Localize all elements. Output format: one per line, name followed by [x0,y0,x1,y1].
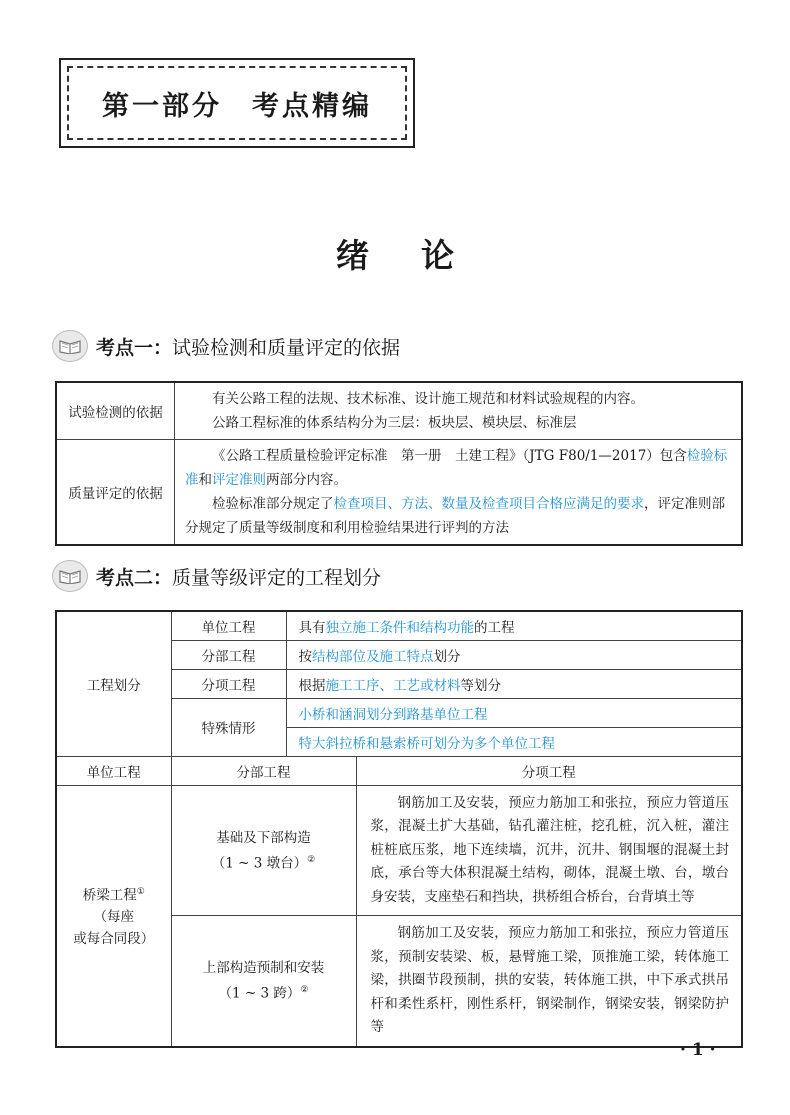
key-point-2-heading [52,560,381,592]
bridge-sub-line: 或每合同段） [73,931,155,948]
division-range: （1 ~ 3 墩台） [211,855,308,871]
paragraph: 有关公路工程的法规、技术标准、设计施工规范和材料试验规程的内容。 [212,391,644,407]
part-title-a: 第一部分 [102,90,222,122]
paragraph [185,444,731,492]
highlight-text: 评定准则 [212,472,266,488]
item-list-text: 钢筋加工及安装，预应力筋加工和张拉，预应力管道压浆，预制安装梁、板，悬臂施工梁，顶推施工梁，转体施工梁，拱圈节段预制，拱的安装，转体施工拱，中下承式拱吊杆和柔性系杆，刚性系杆，钢梁制作，钢梁安装，钢梁防护等 [370,925,729,1035]
division-name: 分项工程 [171,669,286,698]
division-name: 单位工程 [171,611,286,640]
division-range: （1 ~ 3 跨） [218,985,301,1002]
special-case-line: 特大斜拉桥和悬索桥可划分为多个单位工程 [286,727,742,756]
row-content [175,382,743,440]
text-span: 等划分 [460,677,501,694]
division-range-line [173,849,355,875]
part-title-b: 考点精编 [252,90,372,122]
book-icon [52,560,88,592]
highlight-text: 施工工序、工艺或材料 [325,677,461,694]
key-point-2-label: 考点二： [96,566,173,589]
text-span: 两部分内容。 [266,472,347,488]
table-header-row [56,756,742,785]
key-point-2-text: 质量等级评定的工程划分 [172,566,382,589]
book-icon [52,330,88,362]
special-case-line: 小桥和涵洞划分到路基单位工程 [286,698,742,727]
bridge-name: 桥梁工程 [82,887,137,904]
division-cell-name: 基础及下部构造 [216,829,311,846]
row-content [175,440,743,546]
highlight-text: 结构部位及施工特点 [312,648,434,665]
text-span: 《公路工程质量检验评定标准 第一册 土建工程》（JTG F80/1—2017）包含 [212,448,687,464]
bridge-sub-line: （每座 [93,909,134,926]
footnote-mark: ② [300,985,309,995]
column-header: 单位工程 [56,756,171,785]
paragraph [185,492,731,540]
text-span: 和 [198,472,212,488]
item-list-cell [356,785,742,916]
division-range-line [173,979,355,1005]
bridge-name-line [58,881,170,907]
item-list-cell [356,916,742,1047]
group-label: 工程划分 [56,611,171,756]
text-span: 划分 [433,648,461,665]
basis-table [55,381,743,546]
table-row [56,611,742,640]
highlight-text: 检验标准 [185,448,728,488]
division-desc [286,640,742,669]
text-span: 按 [298,648,312,665]
part-title [102,84,372,123]
text-span: 根据 [298,677,326,694]
division-desc [286,669,742,698]
special-case-name: 特殊情形 [171,698,286,756]
division-desc [286,611,742,640]
table-row [56,785,742,916]
row-header: 质量评定的依据 [56,440,175,546]
footnote-mark: ② [307,854,316,865]
table-row [56,440,742,546]
division-name: 分部工程 [171,640,286,669]
column-header: 分部工程 [171,756,356,785]
page-number: · 1 · [680,1040,716,1060]
text-span: 的工程 [474,619,515,636]
key-point-1-heading [52,330,400,362]
item-list-text: 钢筋加工及安装，预应力筋加工和张拉，预应力管道压浆，混凝土扩大基础，钻孔灌注桩，挖孔桩，沉入桩，灌注桩桩底压浆，地下连续墙，沉井，沉井、钢围堰的混凝土封底，承台等大体积混凝土结构，砌体，混凝土墩、台，墩台身安装，支座垫石和挡块，拱桥组合桥台，台背填土等 [370,794,729,905]
division-table [55,610,743,1048]
footnote-mark: ① [136,886,145,897]
highlight-text: 独立施工条件和结构功能 [325,619,474,636]
chapter-title: 绪论 [336,236,506,275]
text-span: 检验标准部分规定了 [212,496,334,512]
text-span: ，评定准则部分规定了质量等级制度和利用检验结果进行评判的方法 [185,496,725,536]
table-row [56,382,742,440]
row-header: 试验检测的依据 [56,382,175,440]
text-span: 具有 [298,619,326,636]
key-point-1-label: 考点一： [96,336,173,359]
bridge-unit [56,785,171,1047]
part-title-box [59,58,415,148]
column-header: 分项工程 [356,756,742,785]
division-cell-name: 上部构造预制和安装 [202,960,325,976]
key-point-1-text: 试验检测和质量评定的依据 [172,336,401,359]
division-cell [171,916,356,1047]
division-cell [171,785,356,916]
highlight-text: 检查项目、方法、数量及检查项目合格应满足的要求 [333,496,644,512]
paragraph: 公路工程标准的体系结构分为三层：板块层、模块层、标准层 [212,415,577,431]
